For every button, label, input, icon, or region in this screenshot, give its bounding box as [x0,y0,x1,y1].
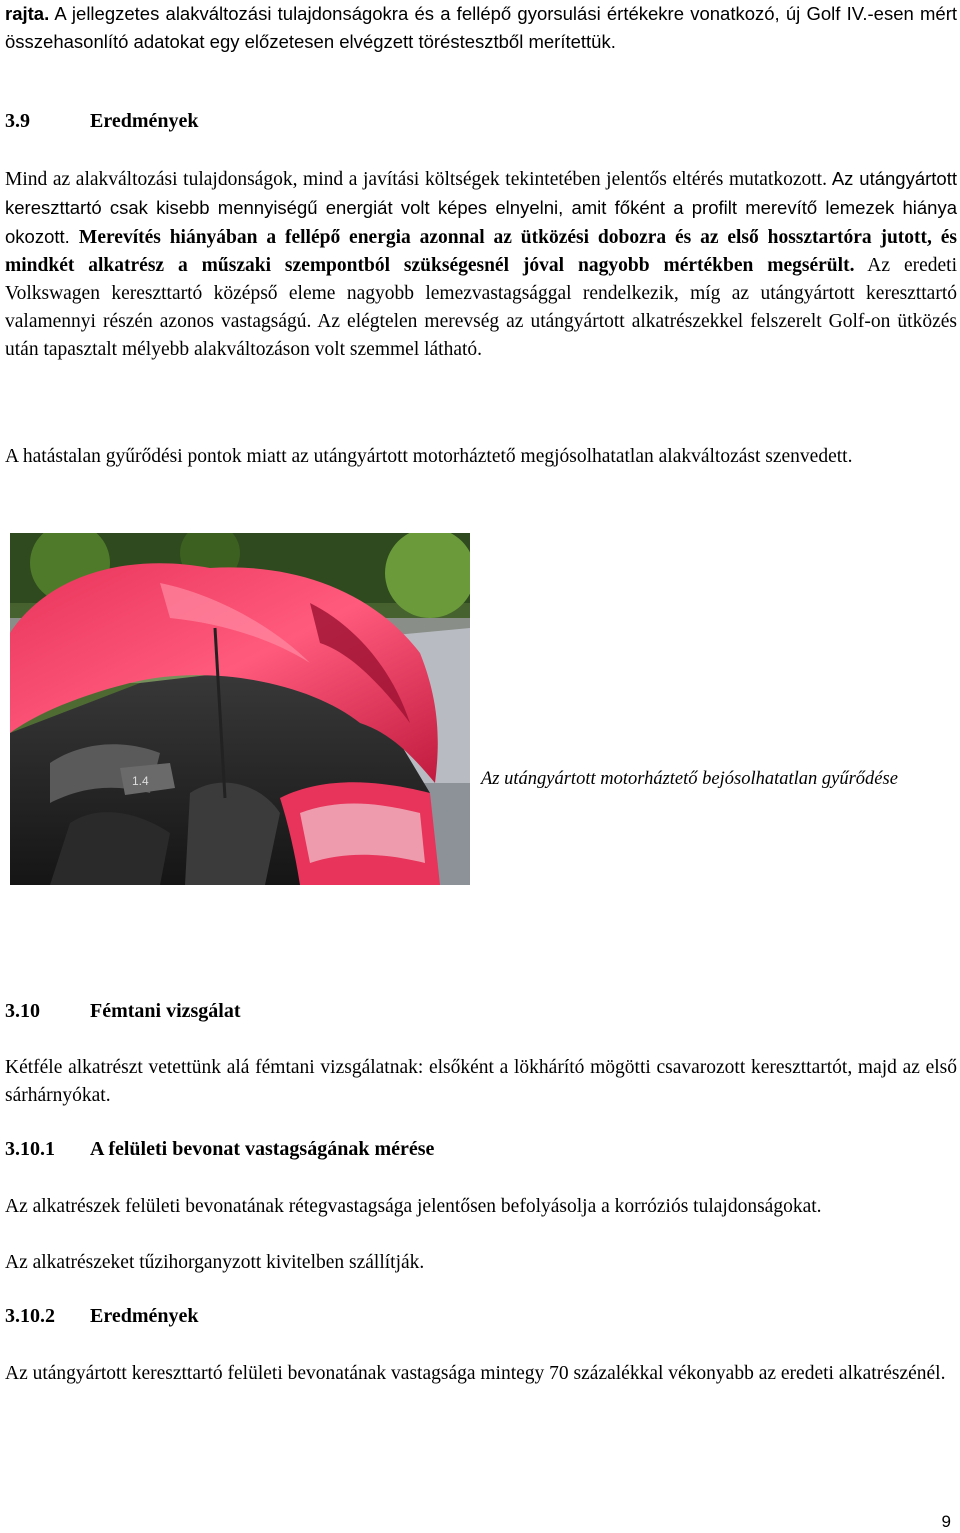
section-number: 3.10 [5,1000,40,1022]
section-3-10-2-heading [5,1305,199,1328]
metallurgy-text: Kétféle alkatrészt vetettünk alá fémtani vizsgálatnak: elsőként a lökhárító mögötti csavarozott kereszttartót, majd az első sárhárnyókat. [5,1057,957,1106]
results-text-c: Az eredeti Volkswagen kereszttartó középső eleme nagyobb lemezvastagsággal rendelkezik, míg az utángyártott kereszttartó valamennyi részén azonos vastagságú. Az elégtelen merevség az utángyártott alkatrészekkel felszerelt Golf-on ütközés után tapasztalt mélyebb alakváltozáson volt szemmel látható. [5,255,957,360]
coating-text: Az alkatrészek felületi bevonatának rétegvastagsága jelentősen befolyásolja a korróziós tulajdonságokat. [5,1196,822,1217]
section-number: 3.10.2 [5,1305,55,1327]
page-number: 9 [941,1512,951,1531]
section-3-10-1-heading [5,1138,434,1161]
section-number: 3.10.1 [5,1138,55,1160]
galvanized-text: Az alkatrészeket tűzihorganyzott kivitelben szállítják. [5,1252,425,1273]
section-title: Fémtani vizsgálat [90,1000,241,1022]
figure-caption: Az utángyártott motorháztető bejósolhatatlan gyűrődése [481,769,898,789]
results-text-bold: Merevítés hiányában a fellépő energia azonnal az ütközési dobozra és az első hossztartóra jutott, és mindkét alkatrész a műszaki szempontból szükségesnél jóval nagyobb mértékben megsérült. [5,227,957,276]
intro-paragraph [5,0,957,56]
coating-paragraph [5,1193,957,1221]
engine-label: 1.4 [132,774,149,788]
results-text-b: Az utángyártott kereszttartó csak kisebb mennyiségű energiát volt képes elnyelni, amit főként a profilt merevítő lemezek hiánya okozott. [5,168,957,247]
section-title: A felületi bevonat vastagságának mérése [90,1138,435,1160]
hood-paragraph [5,443,957,471]
damaged-car-photo [10,533,470,885]
thickness-text: Az utángyártott kereszttartó felületi bevonatának vastagsága mintegy 70 százalékkal vékonyabb az eredeti alkatrészénél. [5,1363,946,1384]
metallurgy-paragraph [5,1054,957,1110]
hood-text: A hatástalan gyűrődési pontok miatt az utángyártott motorháztető megjósolhatatlan alakváltozást szenvedett. [5,446,853,467]
results-text-a: Mind az alakváltozási tulajdonságok, mind a javítási költségek tekintetében jelentős eltérés mutatkozott. [5,169,827,190]
section-3-10-heading [5,1000,241,1023]
results-paragraph [5,165,957,364]
intro-text: A jellegzetes alakváltozási tulajdonságokra és a fellépő gyorsulási értékekre vonatkozó, új Golf IV.-esen mért összehasonlító adatokat egy előzetesen elvégzett töréstesztből merítettük. [5,3,957,52]
galvanized-paragraph [5,1249,957,1277]
section-title: Eredmények [90,110,199,132]
section-3-9-heading [5,110,199,133]
thickness-paragraph [5,1360,957,1388]
section-title: Eredmények [90,1305,199,1327]
intro-lead: rajta. [5,3,50,24]
section-number: 3.9 [5,110,30,132]
